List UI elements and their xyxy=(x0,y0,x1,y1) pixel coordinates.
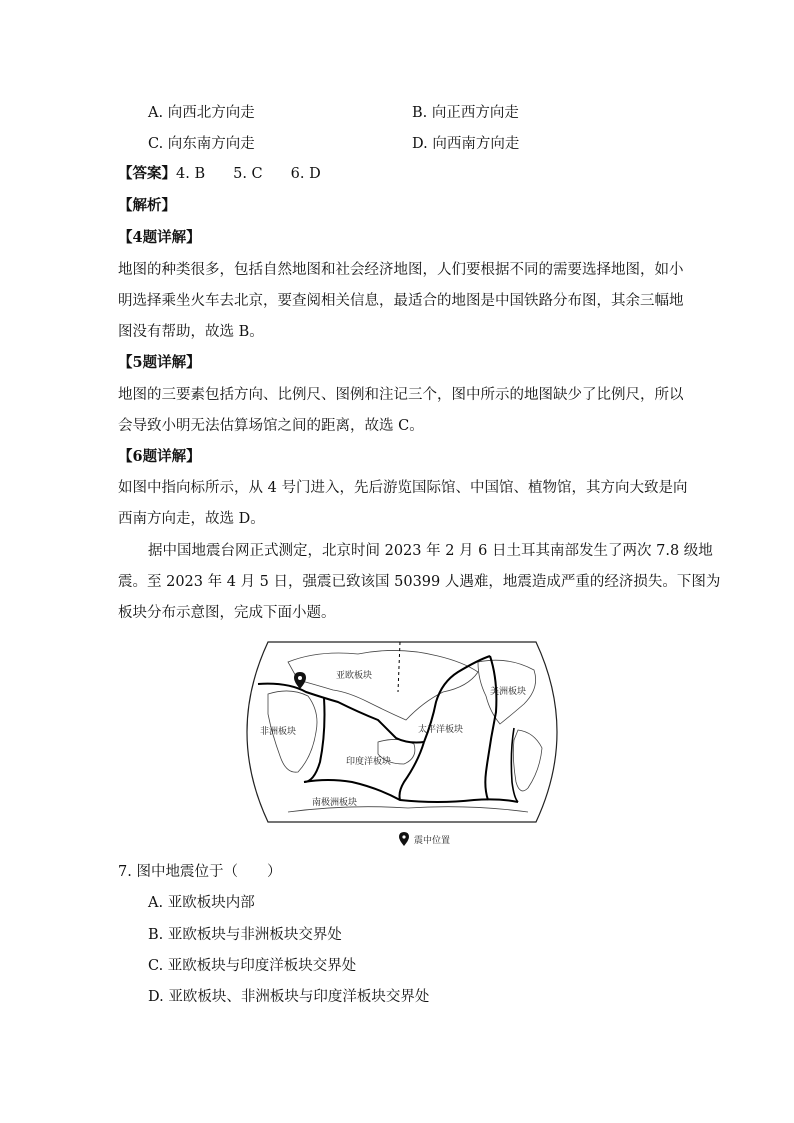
option-a: A. 向西北方向走 xyxy=(148,105,255,121)
q7-stem: 7. 图中地震位于（ ） xyxy=(118,864,282,880)
q6-line: 如图中指向标所示，从 4 号门进入，先后游览国际馆、中国馆、植物馆，其方向大致是向 xyxy=(118,480,688,496)
answer-item: 6. D xyxy=(290,166,321,182)
q4-line: 地图的种类很多，包括自然地图和社会经济地图，人们要根据不同的需要选择地图，如小 xyxy=(118,262,684,278)
label-eurasian-plate: 亚欧板块 xyxy=(336,671,373,681)
label-pacific-plate: 太平洋板块 xyxy=(418,725,464,735)
q4-line: 明选择乘坐火车去北京，要查阅相关信息，最适合的地图是中国铁路分布图，其余三幅地 xyxy=(118,293,684,309)
q7-option-b: B. 亚欧板块与非洲板块交界处 xyxy=(148,927,342,943)
passage-line: 板块分布示意图，完成下面小题。 xyxy=(118,605,336,621)
passage-line: 据中国地震台网正式测定，北京时间 2023 年 2 月 6 日土耳其南部发生了两次 7.8 级地 xyxy=(148,543,713,559)
label-african-plate: 非洲板块 xyxy=(260,727,297,737)
q6-line: 西南方向走，故选 D。 xyxy=(118,511,265,527)
q5-heading: 【5题详解】 xyxy=(118,354,201,371)
option-b: B. 向正西方向走 xyxy=(412,105,519,121)
map-legend xyxy=(399,832,450,846)
q6-heading: 【6题详解】 xyxy=(118,448,201,465)
answer-item: 4. B xyxy=(176,166,206,182)
q7-option-a: A. 亚欧板块内部 xyxy=(148,895,255,911)
label-indian-plate: 印度洋板块 xyxy=(346,757,392,767)
option-c: C. 向东南方向走 xyxy=(148,136,255,152)
answer-line xyxy=(118,164,349,184)
analysis-heading: 【解析】 xyxy=(118,197,176,214)
q7-option-c: C. 亚欧板块与印度洋板块交界处 xyxy=(148,958,357,974)
label-antarctic-plate: 南极洲板块 xyxy=(312,798,358,808)
q4-line: 图没有帮助，故选 B。 xyxy=(118,324,264,340)
legend-label: 震中位置 xyxy=(414,836,451,846)
label-american-plate: 美洲板块 xyxy=(490,687,527,697)
legend-pin-icon xyxy=(399,832,409,846)
plate-map xyxy=(228,632,576,848)
passage-line: 震。至 2023 年 4 月 5 日，强震已致该国 50399 人遇难，地震造成严重的经济损失。下图为 xyxy=(118,574,721,590)
q5-line: 地图的三要素包括方向、比例尺、图例和注记三个，图中所示的地图缺少了比例尺，所以 xyxy=(118,387,684,403)
option-d: D. 向西南方向走 xyxy=(412,136,520,152)
q4-heading: 【4题详解】 xyxy=(118,229,201,246)
answer-item: 5. C xyxy=(233,166,263,182)
answer-label: 【答案】 xyxy=(118,165,176,182)
q7-option-d: D. 亚欧板块、非洲板块与印度洋板块交界处 xyxy=(148,989,430,1005)
q5-line: 会导致小明无法估算场馆之间的距离，故选 C。 xyxy=(118,418,424,434)
